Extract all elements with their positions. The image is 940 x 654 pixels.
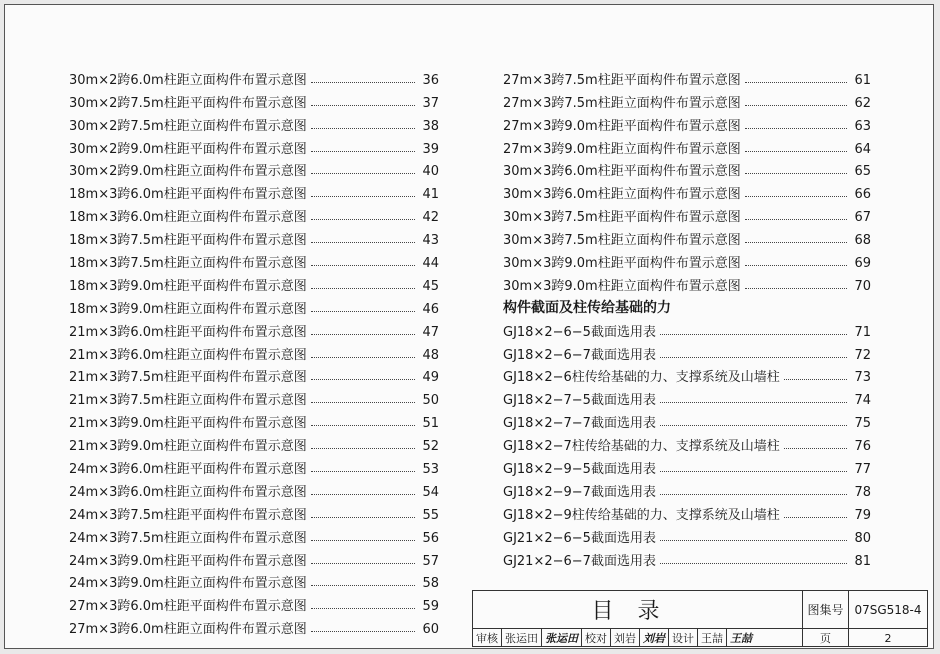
toc-entry [69, 591, 439, 614]
design-label: 设计 [669, 629, 698, 647]
toc-entry-page: 75 [854, 416, 871, 432]
toc-entry-title: GJ18×2−9柱传给基础的力、支撑系统及山墙柱 [503, 507, 780, 523]
toc-entry-page: 60 [422, 622, 439, 638]
toc-entry-page: 49 [422, 370, 439, 386]
toc-entry-page: 65 [854, 164, 871, 180]
toc-entry-title: 30m×2跨7.5m柱距平面构件布置示意图 [69, 95, 307, 111]
toc-leader-dots [660, 471, 847, 472]
toc-entry-page: 71 [854, 324, 871, 340]
toc-leader-dots [311, 105, 415, 106]
toc-entry-title: 30m×2跨9.0m柱距立面构件布置示意图 [69, 164, 307, 180]
title-block-title: 目录 [473, 591, 803, 629]
toc-leader-dots [311, 242, 415, 243]
atlas-number-label: 图集号 [803, 591, 849, 629]
toc-entry [503, 65, 871, 88]
toc-leader-dots [311, 448, 415, 449]
toc-entry-page: 74 [854, 393, 871, 409]
toc-leader-dots [311, 265, 415, 266]
toc-entry [69, 408, 439, 431]
toc-entry-title: GJ18×2−6−7截面选用表 [503, 347, 656, 363]
toc-entry-page: 70 [854, 278, 871, 294]
toc-entry-page: 48 [422, 347, 439, 363]
toc-entry [503, 431, 871, 454]
toc-leader-dots [745, 173, 847, 174]
toc-entry [69, 294, 439, 317]
toc-entry [69, 317, 439, 340]
toc-entry-page: 56 [422, 530, 439, 546]
toc-entry [69, 111, 439, 134]
toc-entry-page: 62 [854, 95, 871, 111]
toc-entry-title: 27m×3跨7.5m柱距平面构件布置示意图 [503, 72, 741, 88]
toc-entry [503, 385, 871, 408]
toc-entry [69, 65, 439, 88]
title-block [472, 590, 928, 647]
toc-entry-page: 55 [422, 507, 439, 523]
toc-leader-dots [745, 82, 847, 83]
toc-entry-page: 67 [854, 210, 871, 226]
toc-entry-page: 54 [422, 484, 439, 500]
toc-leader-dots [745, 151, 847, 152]
toc-leader-dots [311, 425, 415, 426]
toc-entry-page: 45 [422, 278, 439, 294]
toc-leader-dots [311, 311, 415, 312]
toc-entry-page: 63 [854, 118, 871, 134]
toc-entry [503, 111, 871, 134]
toc-entry-title: 21m×3跨9.0m柱距平面构件布置示意图 [69, 416, 307, 432]
toc-leader-dots [311, 494, 415, 495]
toc-entry [69, 614, 439, 637]
toc-entry-page: 52 [422, 439, 439, 455]
toc-leader-dots [311, 517, 415, 518]
toc-leader-dots [660, 494, 847, 495]
toc-entry-page: 79 [854, 507, 871, 523]
toc-entry [503, 340, 871, 363]
toc-leader-dots [311, 471, 415, 472]
toc-entry [503, 179, 871, 202]
toc-entry-title: 30m×3跨9.0m柱距立面构件布置示意图 [503, 278, 741, 294]
toc-entry-page: 58 [422, 576, 439, 592]
toc-entry [69, 546, 439, 569]
toc-leader-dots [660, 334, 847, 335]
toc-leader-dots [311, 196, 415, 197]
toc-entry-title: 18m×3跨9.0m柱距平面构件布置示意图 [69, 278, 307, 294]
toc-entry-title: 24m×3跨7.5m柱距立面构件布置示意图 [69, 530, 307, 546]
toc-leader-dots [311, 585, 415, 586]
toc-entry-title: GJ18×2−6柱传给基础的力、支撑系统及山墙柱 [503, 370, 780, 386]
toc-leader-dots [311, 631, 415, 632]
toc-entry [503, 88, 871, 111]
toc-leader-dots [745, 288, 847, 289]
toc-entry-title: GJ18×2−9−5截面选用表 [503, 462, 656, 478]
toc-entry [503, 271, 871, 294]
toc-entry-page: 66 [854, 187, 871, 203]
toc-entry-page: 61 [854, 72, 871, 88]
toc-entry-page: 42 [422, 210, 439, 226]
toc-entry [503, 454, 871, 477]
toc-entry [69, 500, 439, 523]
toc-entry [503, 500, 871, 523]
toc-leader-dots [745, 196, 847, 197]
toc-entry [69, 385, 439, 408]
toc-leader-dots [311, 540, 415, 541]
toc-leader-dots [784, 517, 847, 518]
toc-leader-dots [311, 288, 415, 289]
toc-leader-dots [745, 265, 847, 266]
toc-leader-dots [311, 151, 415, 152]
toc-entry-title: 18m×3跨6.0m柱距立面构件布置示意图 [69, 210, 307, 226]
toc-entry [69, 225, 439, 248]
toc-entry [503, 225, 871, 248]
toc-entry [503, 546, 871, 569]
toc-leader-dots [311, 608, 415, 609]
toc-entry-title: GJ18×2−7−7截面选用表 [503, 416, 656, 432]
designer-name: 王喆 [698, 629, 727, 647]
toc-entry-page: 43 [422, 233, 439, 249]
toc-entry-title: 18m×3跨7.5m柱距立面构件布置示意图 [69, 256, 307, 272]
toc-entry-title: 30m×2跨9.0m柱距平面构件布置示意图 [69, 141, 307, 157]
toc-entry-page: 76 [854, 439, 871, 455]
toc-right-column [503, 65, 871, 569]
toc-entry [503, 202, 871, 225]
toc-entry-title: 27m×3跨6.0m柱距平面构件布置示意图 [69, 599, 307, 615]
toc-entry-title: GJ18×2−9−7截面选用表 [503, 484, 656, 500]
toc-entry [69, 340, 439, 363]
toc-entry-title: 18m×3跨9.0m柱距立面构件布置示意图 [69, 301, 307, 317]
toc-entry-page: 72 [854, 347, 871, 363]
toc-entry-title: 30m×3跨7.5m柱距平面构件布置示意图 [503, 210, 741, 226]
toc-entry [69, 88, 439, 111]
atlas-number: 07SG518-4 [849, 591, 927, 629]
toc-entry-title: 30m×2跨6.0m柱距立面构件布置示意图 [69, 72, 307, 88]
toc-entry-page: 39 [422, 141, 439, 157]
toc-entry-page: 80 [854, 530, 871, 546]
toc-leader-dots [311, 173, 415, 174]
toc-entry-title: 30m×3跨7.5m柱距立面构件布置示意图 [503, 233, 741, 249]
toc-entry-page: 37 [422, 95, 439, 111]
toc-entry-title: GJ21×2−6−5截面选用表 [503, 530, 656, 546]
toc-entry [69, 134, 439, 157]
toc-entry-page: 40 [422, 164, 439, 180]
toc-entry [69, 477, 439, 500]
toc-leader-dots [311, 379, 415, 380]
toc-entry-title: 27m×3跨9.0m柱距立面构件布置示意图 [503, 141, 741, 157]
toc-leader-dots [784, 379, 847, 380]
designer-signature: 王喆 [730, 632, 752, 645]
toc-entry-page: 38 [422, 118, 439, 134]
toc-entry-title: 30m×2跨7.5m柱距立面构件布置示意图 [69, 118, 307, 134]
toc-leader-dots [660, 563, 847, 564]
signature-row [473, 629, 803, 647]
toc-entry-title: 30m×3跨6.0m柱距平面构件布置示意图 [503, 164, 741, 180]
toc-entry [503, 157, 871, 180]
toc-entry-title: 21m×3跨9.0m柱距立面构件布置示意图 [69, 439, 307, 455]
toc-entry-title: 30m×3跨6.0m柱距立面构件布置示意图 [503, 187, 741, 203]
toc-entry [69, 523, 439, 546]
toc-entry-title: 21m×3跨7.5m柱距平面构件布置示意图 [69, 370, 307, 386]
toc-entry-page: 77 [854, 462, 871, 478]
toc-entry-title: GJ21×2−6−7截面选用表 [503, 553, 656, 569]
toc-entry-page: 64 [854, 141, 871, 157]
toc-entry [69, 271, 439, 294]
toc-leader-dots [311, 402, 415, 403]
toc-entry-page: 44 [422, 256, 439, 272]
toc-entry-page: 50 [422, 393, 439, 409]
toc-left-column [69, 65, 439, 637]
toc-entry [503, 477, 871, 500]
toc-entry-title: 18m×3跨7.5m柱距平面构件布置示意图 [69, 233, 307, 249]
toc-entry-title: 24m×3跨6.0m柱距平面构件布置示意图 [69, 462, 307, 478]
toc-entry [69, 202, 439, 225]
drawing-sheet [4, 4, 934, 649]
toc-entry [69, 363, 439, 386]
toc-entry-page: 53 [422, 462, 439, 478]
toc-leader-dots [745, 219, 847, 220]
toc-entry-title: 24m×3跨9.0m柱距平面构件布置示意图 [69, 553, 307, 569]
toc-entry-page: 68 [854, 233, 871, 249]
toc-entry-title: 21m×3跨7.5m柱距立面构件布置示意图 [69, 393, 307, 409]
toc-leader-dots [311, 82, 415, 83]
check-label: 校对 [582, 629, 611, 647]
toc-entry-title: 24m×3跨9.0m柱距立面构件布置示意图 [69, 576, 307, 592]
toc-entry-title: 27m×3跨6.0m柱距立面构件布置示意图 [69, 622, 307, 638]
reviewer-signature: 张运田 [542, 629, 582, 647]
toc-entry-title: 27m×3跨7.5m柱距立面构件布置示意图 [503, 95, 741, 111]
toc-entry-page: 36 [422, 72, 439, 88]
toc-leader-dots [784, 448, 847, 449]
toc-entry-title: 24m×3跨6.0m柱距立面构件布置示意图 [69, 484, 307, 500]
checker-name: 刘岩 [611, 629, 640, 647]
toc-entry [69, 248, 439, 271]
page-number: 2 [884, 631, 892, 645]
toc-entry-page: 57 [422, 553, 439, 569]
review-label: 审核 [473, 629, 502, 647]
toc-entry [69, 569, 439, 592]
toc-leader-dots [660, 425, 847, 426]
toc-entry-page: 73 [854, 370, 871, 386]
toc-leader-dots [311, 357, 415, 358]
toc-entry-title: 18m×3跨6.0m柱距平面构件布置示意图 [69, 187, 307, 203]
toc-entry-title: 21m×3跨6.0m柱距平面构件布置示意图 [69, 324, 307, 340]
toc-entry-title: GJ18×2−6−5截面选用表 [503, 324, 656, 340]
toc-leader-dots [311, 219, 415, 220]
toc-leader-dots [660, 357, 847, 358]
toc-entry-page: 59 [422, 599, 439, 615]
toc-entry-page: 51 [422, 416, 439, 432]
toc-entry-page: 81 [854, 553, 871, 569]
toc-entry [503, 408, 871, 431]
toc-entry [69, 179, 439, 202]
toc-entry-title: GJ18×2−7−5截面选用表 [503, 393, 656, 409]
toc-entry-page: 47 [422, 324, 439, 340]
toc-entry-page: 78 [854, 484, 871, 500]
toc-entry [503, 248, 871, 271]
toc-leader-dots [311, 334, 415, 335]
toc-leader-dots [745, 128, 847, 129]
toc-entry [69, 431, 439, 454]
toc-entry-title: 构件截面及柱传给基础的力 [503, 299, 671, 316]
toc-entry-title: GJ18×2−7柱传给基础的力、支撑系统及山墙柱 [503, 439, 780, 455]
toc-entry-page: 41 [422, 187, 439, 203]
toc-entry [503, 134, 871, 157]
toc-leader-dots [745, 242, 847, 243]
toc-entry-title: 27m×3跨9.0m柱距平面构件布置示意图 [503, 118, 741, 134]
toc-entry [69, 157, 439, 180]
toc-entry-title: 24m×3跨7.5m柱距平面构件布置示意图 [69, 507, 307, 523]
toc-entry-title: 21m×3跨6.0m柱距立面构件布置示意图 [69, 347, 307, 363]
toc-leader-dots [660, 540, 847, 541]
toc-entry [503, 317, 871, 340]
toc-section-heading [503, 294, 871, 317]
toc-entry [69, 454, 439, 477]
toc-entry [503, 523, 871, 546]
toc-leader-dots [311, 128, 415, 129]
toc-entry-title: 30m×3跨9.0m柱距平面构件布置示意图 [503, 256, 741, 272]
toc-entry-page: 69 [854, 256, 871, 272]
toc-leader-dots [311, 563, 415, 564]
toc-leader-dots [745, 105, 847, 106]
toc-leader-dots [660, 402, 847, 403]
toc-entry [503, 363, 871, 386]
page-label: 页 [803, 629, 849, 647]
checker-signature: 刘岩 [640, 629, 669, 647]
reviewer-name: 张运田 [502, 629, 542, 647]
toc-entry-page: 46 [422, 301, 439, 317]
